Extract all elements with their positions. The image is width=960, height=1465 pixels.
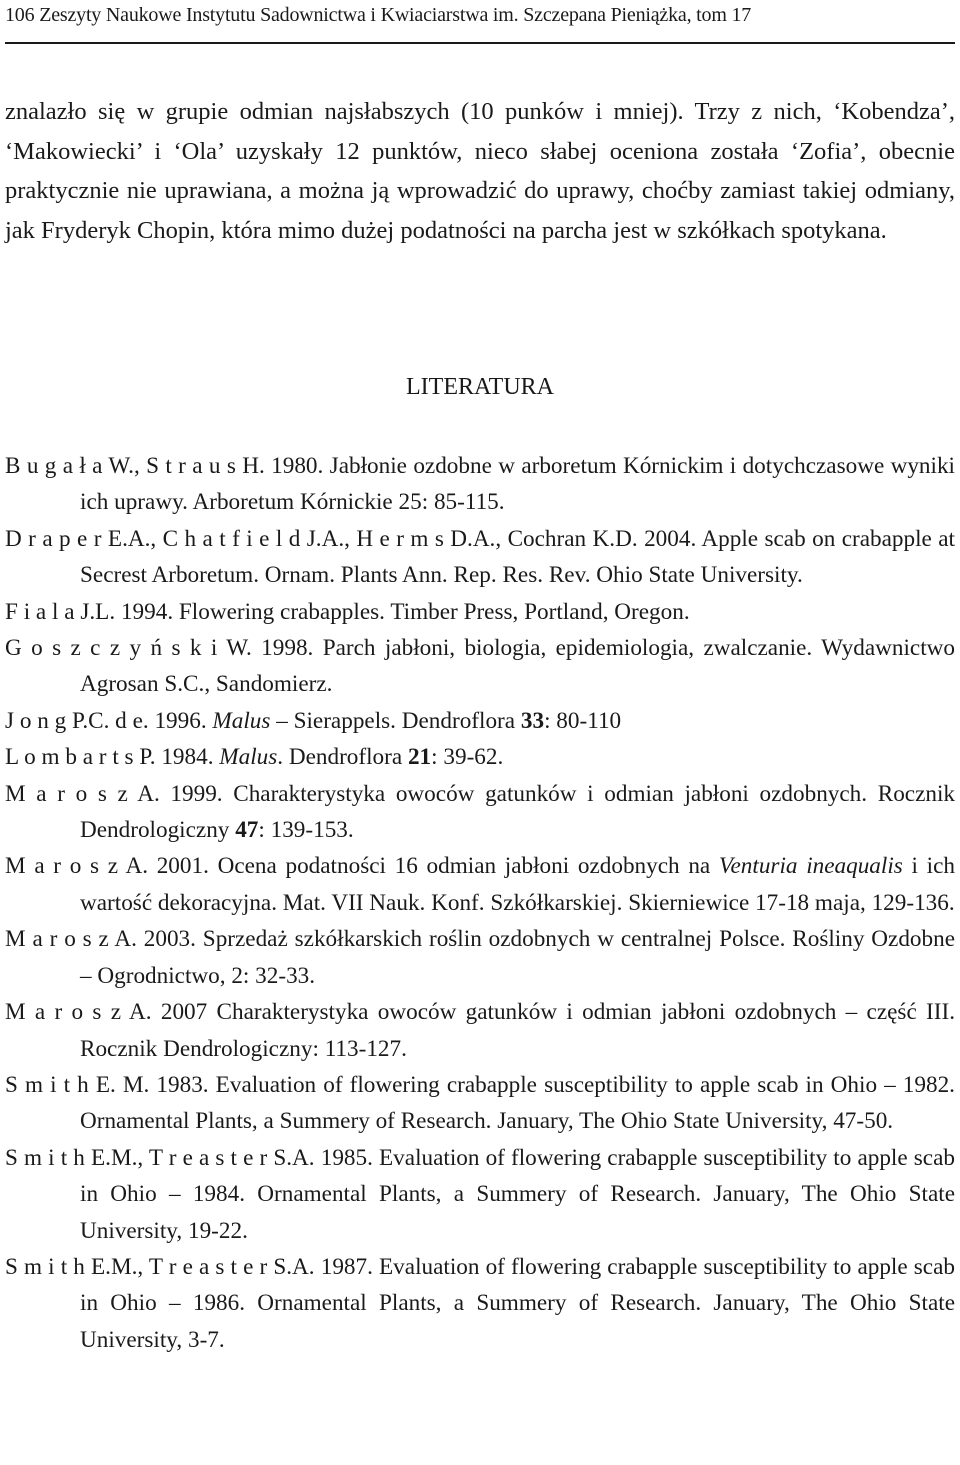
running-head: 106 Zeszyty Naukowe Instytutu Sadownictwa i Kwiaciarstwa im. Szczepana Pieniążka, tom 17 bbox=[5, 4, 752, 26]
reference-text: 1980. Jabłonie ozdobne w arboretum Kórnickim i dotychczasowe wyniki ich uprawy. Arboretum Kórnickie 25: 85-115. bbox=[80, 453, 955, 516]
body-paragraph: znalazło się w grupie odmian najsłabszych (10 punków i mniej). Trzy z nich, ‘Kobendza’, ‘Makowiecki’ i ‘Ola’ uzyskały 12 punktów, nieco słabej oceniona została ‘Zofia’, obecnie praktycznie nie uprawiana, a można ją wprowadzić do uprawy, choćby zamiast takiej odmiany, jak Fryderyk Chopin, która mimo dużej podatności na parcha jest w szkółkach spotykana. bbox=[5, 98, 955, 244]
reference-item bbox=[5, 776, 955, 849]
reference-item bbox=[5, 994, 955, 1067]
reference-authors: F i a l a J.L. bbox=[5, 598, 116, 625]
reference-item bbox=[5, 739, 955, 775]
reference-authors: S m i t h E. M. bbox=[5, 1071, 150, 1098]
reference-text: 1999. Charakterystyka owoców gatunków i odmian jabłoni ozdobnych. Rocznik Dendrologiczny bbox=[80, 780, 955, 844]
reference-text: 1996. bbox=[148, 707, 213, 734]
reference-item bbox=[5, 848, 955, 921]
header-rule bbox=[5, 42, 955, 44]
reference-volume: 47 bbox=[235, 817, 259, 844]
reference-item bbox=[5, 521, 955, 594]
reference-text: : 39-62. bbox=[431, 744, 504, 771]
reference-item bbox=[5, 630, 955, 703]
reference-text: : 80-110 bbox=[544, 707, 622, 734]
reference-item bbox=[5, 1140, 955, 1249]
reference-text: 2007 Charakterystyka owoców gatunków i odmian jabłoni ozdobnych – część III. Rocznik Dendrologiczny: 113-127. bbox=[80, 999, 955, 1062]
reference-text: . Dendroflora bbox=[277, 744, 408, 771]
reference-text: 1985. Evaluation of flowering crabapple susceptibility to apple scab in Ohio – 1984. Ornamental Plants, a Summery of Research. January, The Ohio State University, 19-22. bbox=[80, 1144, 955, 1244]
reference-authors-2: , T r e a s t e r S.A. bbox=[137, 1144, 315, 1171]
reference-text: 1984. bbox=[155, 744, 220, 771]
reference-authors-2: , T r e a s t e r S.A. bbox=[137, 1253, 315, 1280]
reference-item bbox=[5, 594, 955, 630]
reference-authors: J o n g P.C. d e. bbox=[5, 707, 149, 734]
reference-authors: B u g a ł a W. bbox=[5, 453, 134, 479]
reference-italic: Malus bbox=[212, 707, 271, 734]
reference-authors: M a r o s z A. bbox=[5, 999, 152, 1026]
reference-text: , Cochran K.D. 2004. Apple scab on crabapple at Secrest Arboretum. Ornam. Plants Ann. Rep. Res. Rev. Ohio State University. bbox=[80, 525, 955, 589]
reference-item bbox=[5, 921, 955, 994]
literature-heading: LITERATURA bbox=[406, 374, 554, 400]
reference-text: 1987. Evaluation of flowering crabapple susceptibility to apple scab in Ohio – 1986. Ornamental Plants, a Summery of Research. January, The Ohio State University, 3-7. bbox=[80, 1253, 955, 1353]
reference-italic: Malus bbox=[219, 744, 278, 771]
reference-authors: D r a p e r E.A. bbox=[5, 525, 151, 552]
reference-text: : 139-153. bbox=[258, 817, 354, 844]
reference-text: 1994. Flowering crabapples. Timber Press, Portland, Oregon. bbox=[115, 598, 690, 625]
reference-italic: Venturia ineaqualis bbox=[718, 853, 903, 880]
reference-item bbox=[5, 1249, 955, 1358]
reference-text: – Sierappels. Dendroflora bbox=[270, 707, 521, 734]
reference-authors-2: , C h a t f i e l d J.A., H e r m s D.A. bbox=[150, 525, 496, 552]
reference-authors-2: , S t r a u s H. bbox=[133, 453, 265, 479]
reference-authors: S m i t h E.M. bbox=[5, 1253, 138, 1280]
reference-authors: M a r o s z A. bbox=[5, 926, 137, 953]
reference-list bbox=[5, 448, 955, 1358]
reference-volume: 21 bbox=[407, 744, 432, 771]
reference-authors: M a r o s z A. bbox=[5, 780, 160, 807]
reference-text: 1983. Evaluation of flowering crabapple susceptibility to apple scab in Ohio – 1982. Ornamental Plants, a Summery of Research. January, The Ohio State University, 47-50. bbox=[80, 1071, 955, 1135]
reference-item bbox=[5, 1067, 955, 1140]
reference-authors: S m i t h E.M. bbox=[5, 1144, 138, 1171]
reference-text: i ich wartość dekoracyjna. Mat. VII Nauk. Konf. Szkółkarskiej. Skierniewice 17-18 maja, 129-136. bbox=[80, 853, 955, 916]
reference-item bbox=[5, 448, 955, 521]
reference-text: 1998. Parch jabłoni, biologia, epidemiologia, zwalczanie. Wydawnictwo Agrosan S.C., Sandomierz. bbox=[80, 635, 956, 698]
reference-authors: G o s z c z y ń s k i W. bbox=[5, 635, 252, 662]
reference-item bbox=[5, 703, 955, 739]
reference-text: 2001. Ocena podatności 16 odmian jabłoni ozdobnych na bbox=[148, 853, 719, 880]
reference-text: 2003. Sprzedaż szkółkarskich roślin ozdobnych w centralnej Polsce. Rośliny Ozdobne – Ogrodnictwo, 2: 32-33. bbox=[80, 926, 955, 989]
reference-authors: L o m b a r t s P. bbox=[5, 744, 156, 771]
reference-authors: M a r o s z A. bbox=[5, 853, 148, 880]
reference-volume: 33 bbox=[520, 707, 545, 734]
